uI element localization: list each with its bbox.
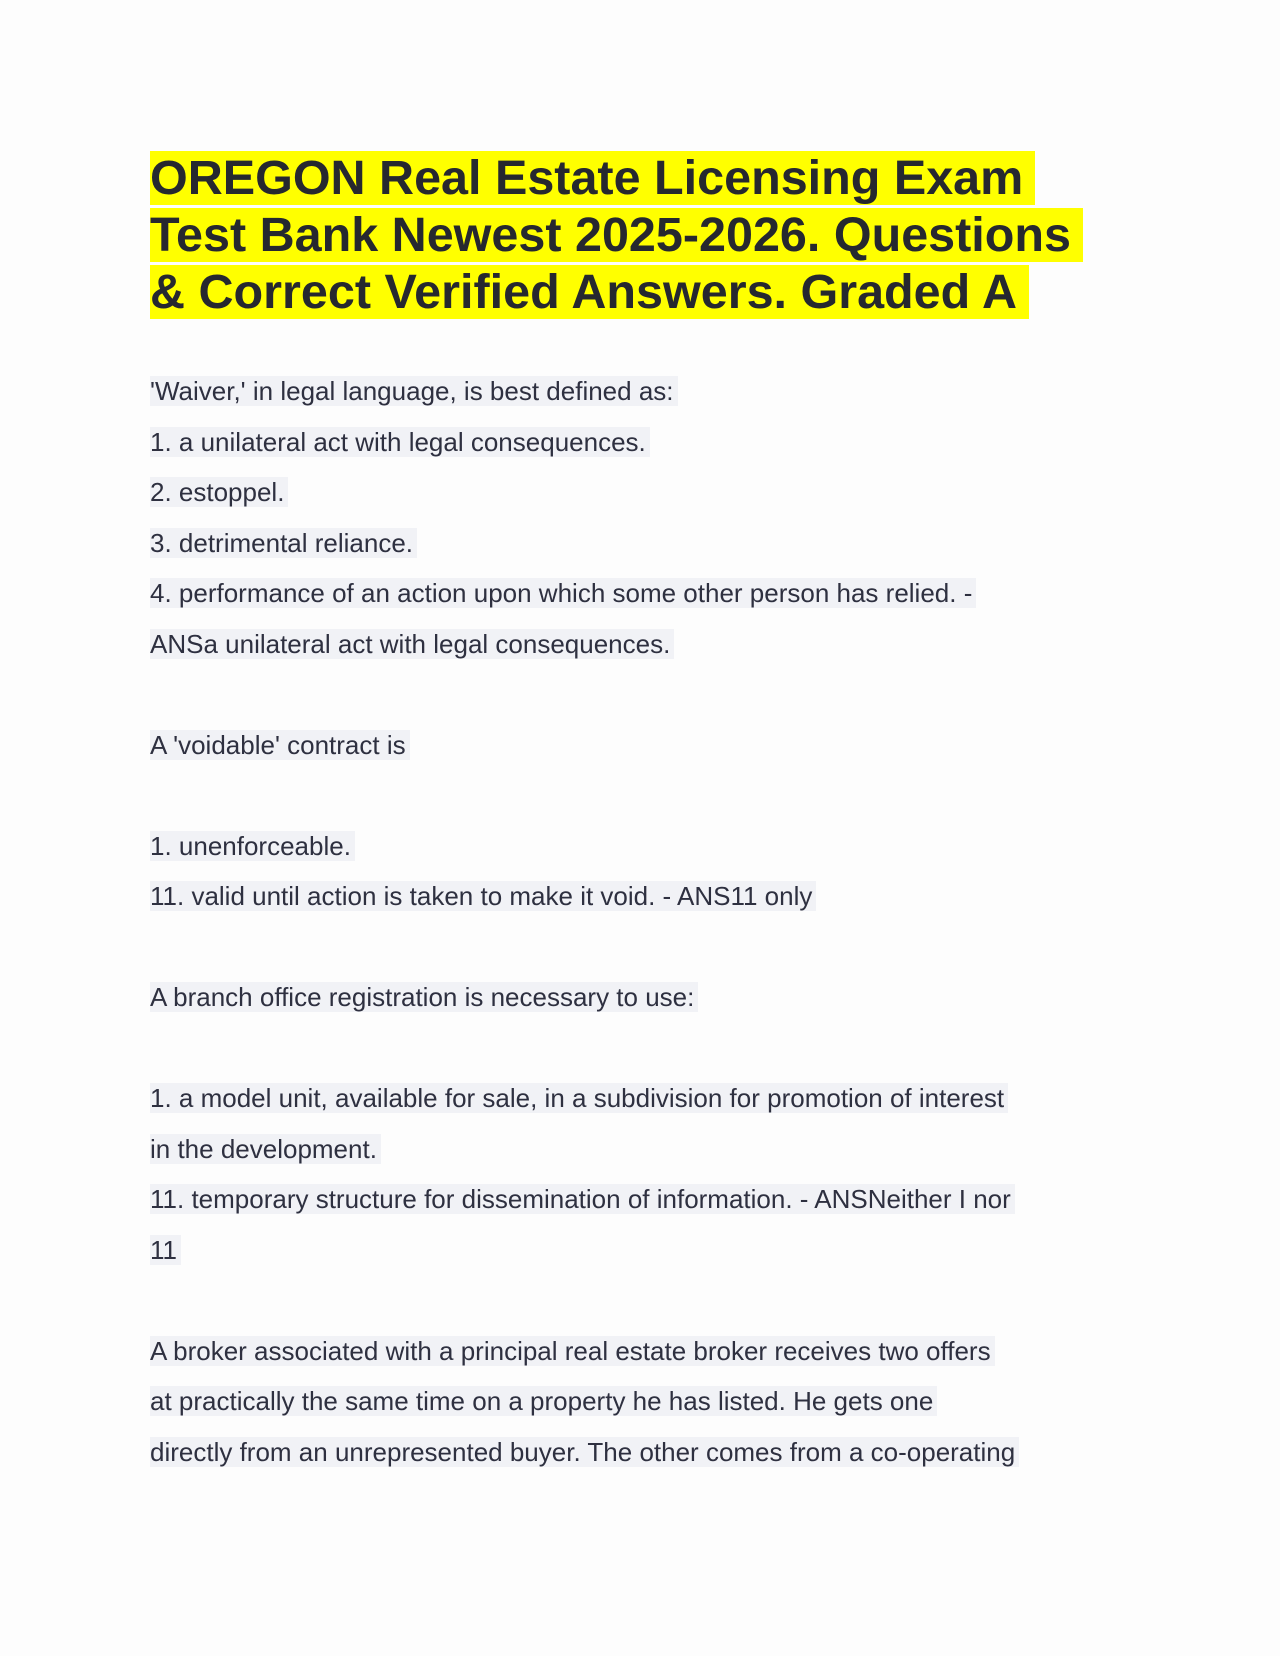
question-text: A broker associated with a principal real estate broker receives two offers <box>150 1326 1140 1377</box>
document-title <box>150 150 1150 321</box>
question-block-broker-offers <box>150 1326 1140 1478</box>
answer-text: 11 <box>150 1225 1140 1276</box>
answer-option: 1. a unilateral act with legal consequences. <box>150 417 1140 468</box>
paragraph-gap <box>150 1023 1140 1074</box>
answer-option: in the development. <box>150 1124 1140 1175</box>
question-text: A 'voidable' contract is <box>150 720 1140 771</box>
question-text: at practically the same time on a property he has listed. He gets one <box>150 1376 1140 1427</box>
paragraph-gap <box>150 669 1140 720</box>
paragraph-gap <box>150 770 1140 821</box>
answer-option: 3. detrimental reliance. <box>150 518 1140 569</box>
question-block-voidable <box>150 720 1140 922</box>
question-text: A branch office registration is necessary to use: <box>150 972 1140 1023</box>
title-line-2: Test Bank Newest 2025-2026. Questions <box>150 208 1083 262</box>
title-line-3: & Correct Verified Answers. Graded A <box>150 265 1029 319</box>
answer-option: 4. performance of an action upon which some other person has relied. - <box>150 568 1140 619</box>
answer-text: ANSa unilateral act with legal consequences. <box>150 619 1140 670</box>
paragraph-gap <box>150 1275 1140 1326</box>
question-text: directly from an unrepresented buyer. The other comes from a co-operating <box>150 1427 1140 1478</box>
answer-option: 11. temporary structure for dissemination of information. - ANSNeither I nor <box>150 1174 1140 1225</box>
title-line-1: OREGON Real Estate Licensing Exam <box>150 151 1035 205</box>
answer-option: 1. unenforceable. <box>150 821 1140 872</box>
question-block-branch-office <box>150 972 1140 1275</box>
question-block-waiver <box>150 366 1140 669</box>
document-body <box>150 366 1140 1477</box>
answer-option: 2. estoppel. <box>150 467 1140 518</box>
answer-option: 11. valid until action is taken to make it void. - ANS11 only <box>150 871 1140 922</box>
answer-option: 1. a model unit, available for sale, in a subdivision for promotion of interest <box>150 1073 1140 1124</box>
question-text: 'Waiver,' in legal language, is best defined as: <box>150 366 1140 417</box>
paragraph-gap <box>150 922 1140 973</box>
